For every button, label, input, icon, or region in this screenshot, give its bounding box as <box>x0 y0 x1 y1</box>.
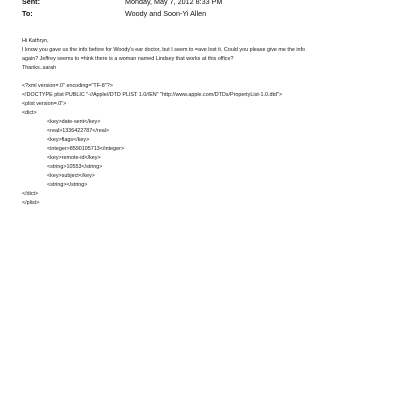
plist-entry: <integer>8590195713</integer> <box>47 146 125 152</box>
doctype-line: <!DOCTYPE plist PUBLIC "-//Apple//DTD PLIST 1.0//EN" "http://www.apple.com/DTDs/PropertyList-1.0.dtd"> <box>22 92 283 98</box>
sent-row <box>22 0 382 8</box>
plist-entry: <key>subject</key> <box>47 173 95 179</box>
plist-entry: <key>flags</key> <box>47 137 90 143</box>
to-value: Woody and Soon-Yi Allen <box>125 9 207 18</box>
to-row <box>22 8 382 20</box>
plist-entry: <string></string> <box>47 182 88 188</box>
to-label: To: <box>22 9 33 18</box>
plist-open: <plist version=.0"> <box>22 101 67 107</box>
sent-label: Sent: <box>22 0 40 6</box>
xml-declaration: <?xml version=.0" encoding="TF-8"?> <box>22 83 113 89</box>
signoff: Thanks..sarah <box>22 65 57 71</box>
plist-entry: <key>date-sent</key> <box>47 119 101 125</box>
dict-open: <dict> <box>22 110 37 116</box>
message-line-2: again? Jeffrey seems to =hink there is a woman named Lindsey that works at this office? <box>22 56 234 62</box>
dict-close: </dict> <box>22 191 39 197</box>
spacer <box>22 73 392 82</box>
email-body <box>22 37 392 208</box>
plist-entry: <key>remote-id</key> <box>47 155 101 161</box>
plist-entry: <real>1336422787</real> <box>47 128 110 134</box>
plist-entry: <string>10553</string> <box>47 164 103 170</box>
greeting: Hi Kathryn, <box>22 38 49 44</box>
message-line-1: I know you gave us the info before for Woody's ear doctor, but I seem to =ave lost it. Could you please give me the info <box>22 47 306 53</box>
plist-close: </plist> <box>22 200 40 206</box>
sent-value: Monday, May 7, 2012 8:33 PM <box>125 0 223 6</box>
email-header <box>22 0 382 20</box>
